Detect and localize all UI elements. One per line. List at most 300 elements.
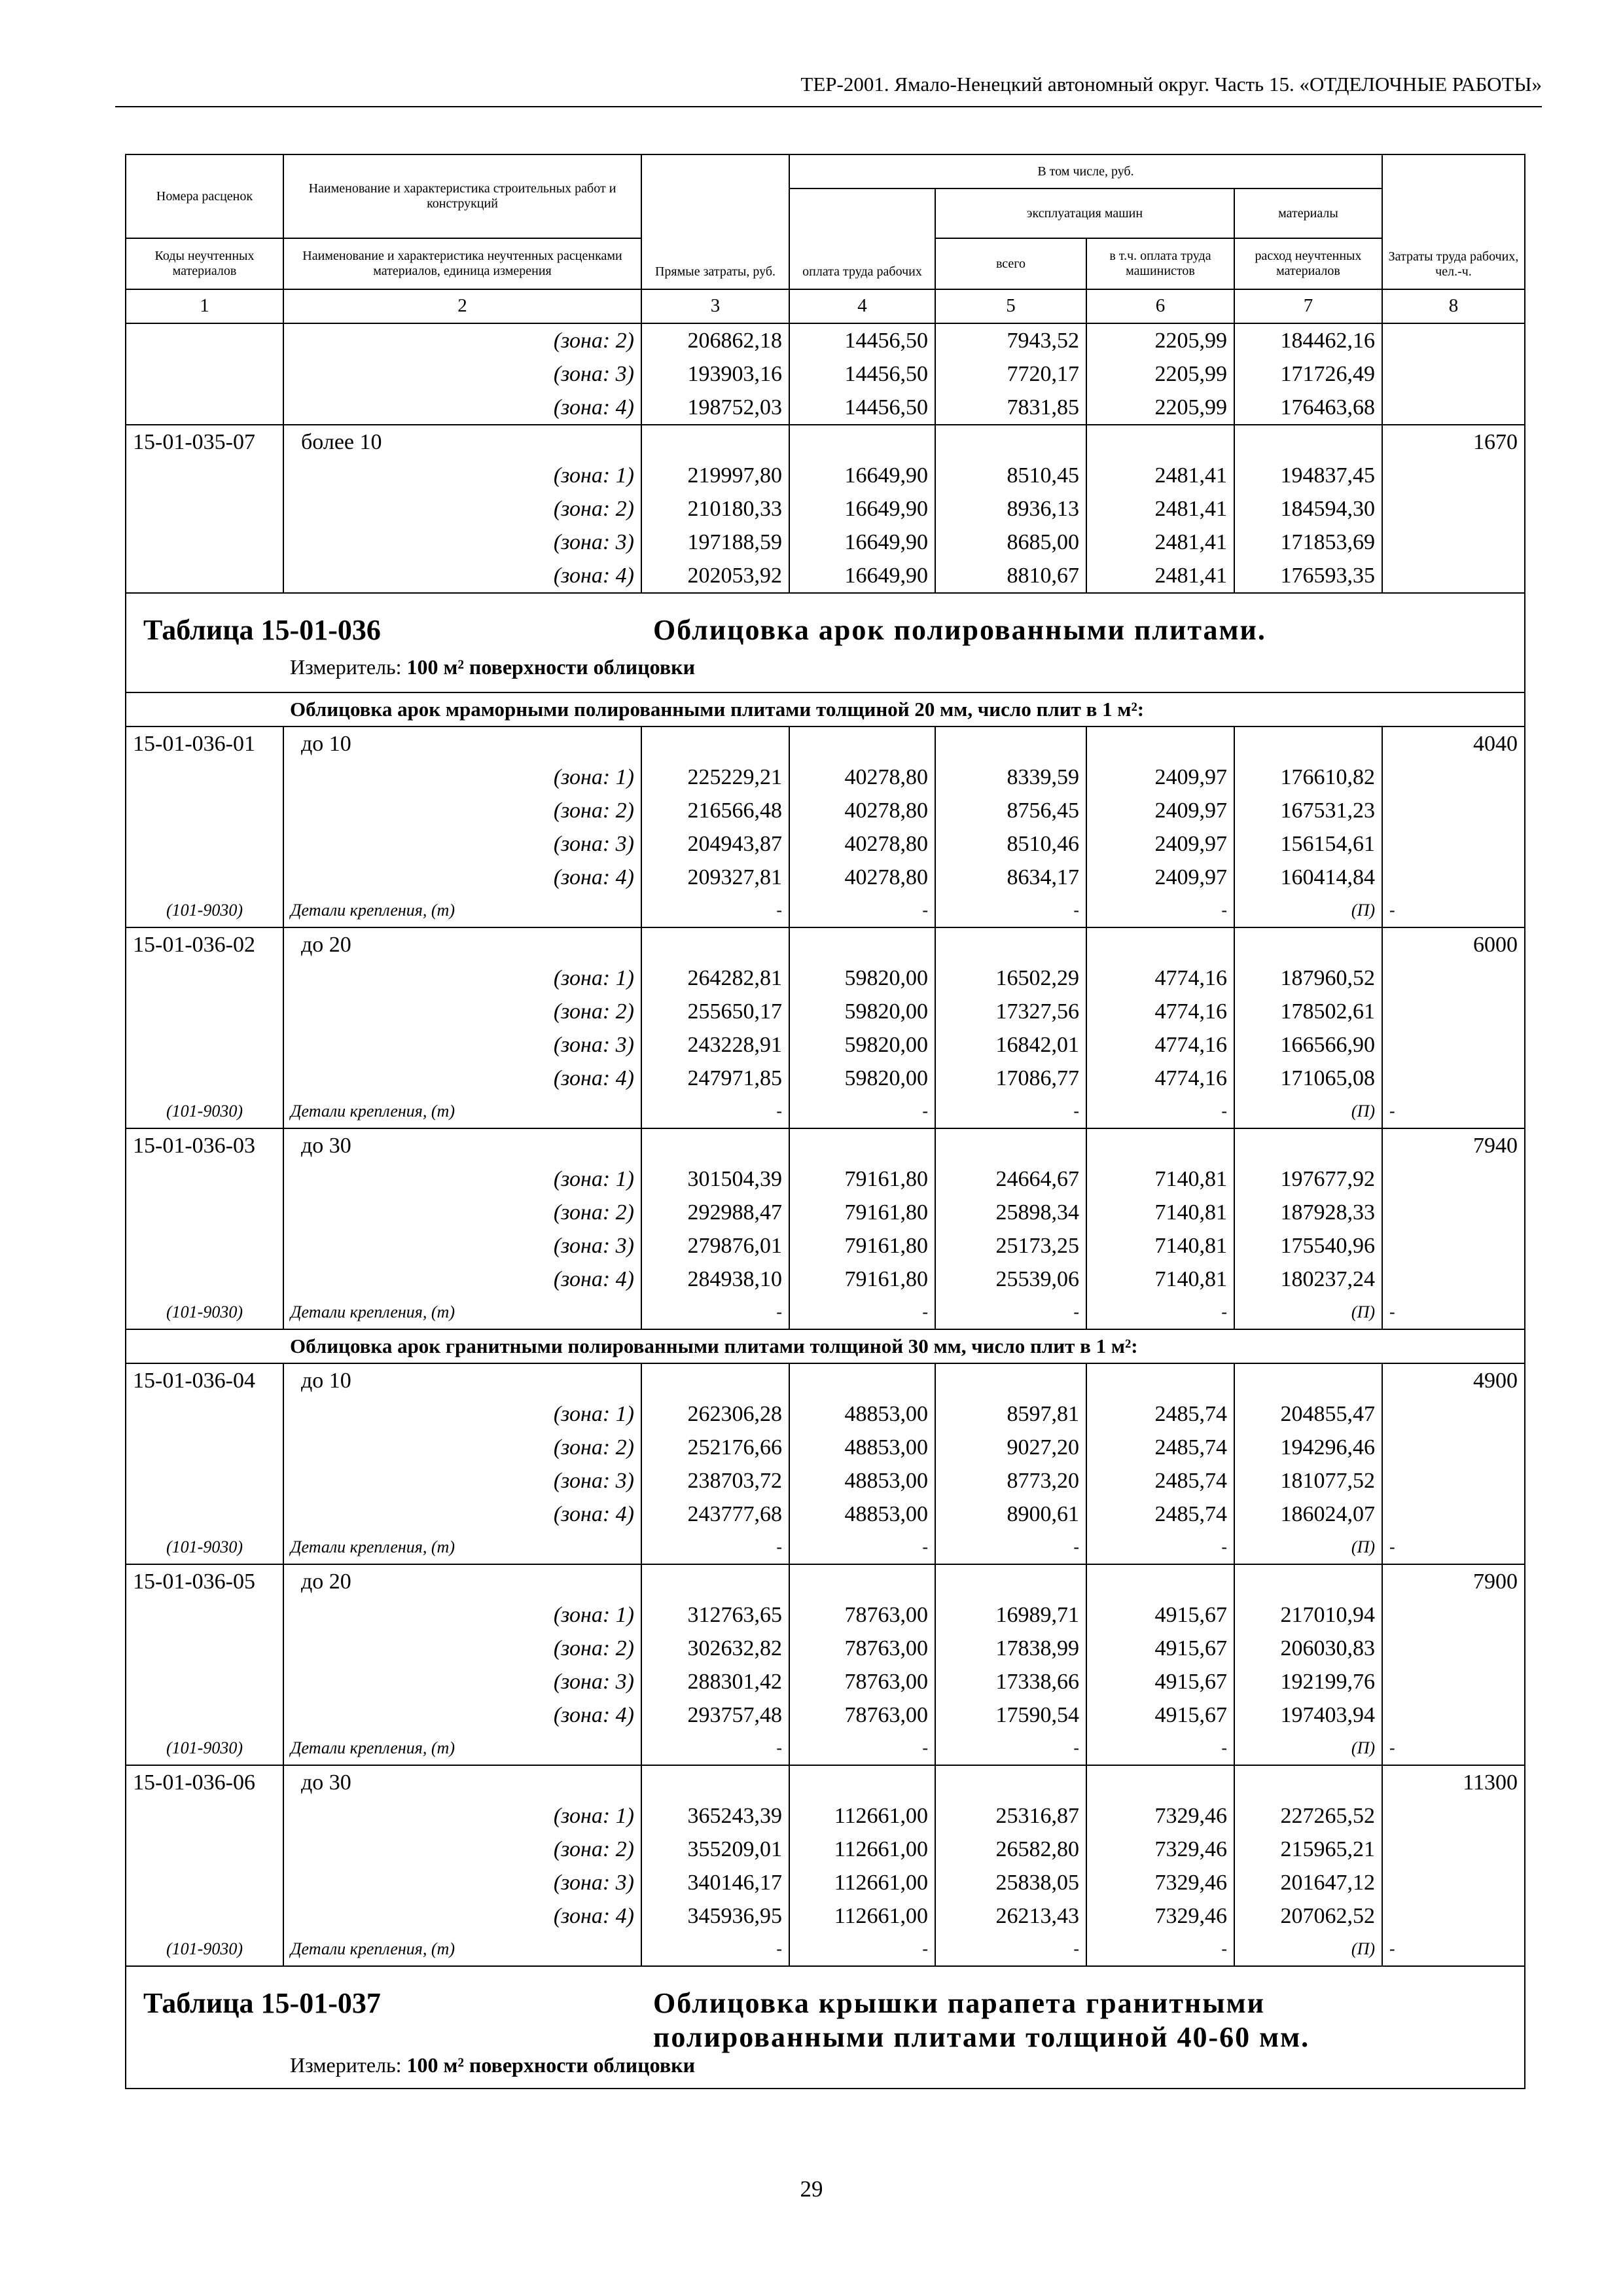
dash-cell: - xyxy=(789,1933,935,1966)
item-name: до 20 xyxy=(283,1564,641,1598)
value-cell: 8510,45 xyxy=(935,459,1086,492)
item-row xyxy=(126,1363,1525,1397)
value-cell: 26213,43 xyxy=(935,1899,1086,1933)
empty-cell xyxy=(1382,1028,1525,1062)
value-cell: 25539,06 xyxy=(935,1263,1086,1296)
value-cell: 4915,67 xyxy=(1086,1665,1234,1698)
zone-row xyxy=(126,1162,1525,1196)
value-cell: 7329,46 xyxy=(1086,1866,1234,1899)
zone-row xyxy=(126,1833,1525,1866)
item-code: 15-01-036-04 xyxy=(126,1363,283,1397)
empty-cell xyxy=(1086,1564,1234,1598)
zone-label: (зона: 3) xyxy=(283,1028,641,1062)
zone-label: (зона: 2) xyxy=(283,1196,641,1229)
value-cell: 184594,30 xyxy=(1234,492,1382,526)
value-cell: 25173,25 xyxy=(935,1229,1086,1263)
empty-cell xyxy=(126,559,283,593)
value-cell: 16649,90 xyxy=(789,559,935,593)
value-cell: 7943,52 xyxy=(935,323,1086,357)
detail-row xyxy=(126,1095,1525,1128)
zone-label: (зона: 3) xyxy=(283,526,641,559)
measure-label: Измеритель: xyxy=(290,2053,402,2077)
value-cell: 217010,94 xyxy=(1234,1598,1382,1632)
col-header-8: Затраты труда рабочих, чел.-ч. xyxy=(1382,154,1525,289)
value-cell: 112661,00 xyxy=(789,1799,935,1833)
empty-cell xyxy=(641,1564,789,1598)
empty-cell xyxy=(1382,1263,1525,1296)
value-cell: 40278,80 xyxy=(789,761,935,794)
value-cell: 302632,82 xyxy=(641,1632,789,1665)
empty-cell xyxy=(1086,1765,1234,1799)
empty-cell xyxy=(1382,827,1525,861)
col-header-4: оплата труда рабочих xyxy=(789,188,935,289)
zone-row xyxy=(126,1866,1525,1899)
value-cell: 2485,74 xyxy=(1086,1498,1234,1531)
zone-label: (зона: 1) xyxy=(283,1397,641,1431)
value-cell: 16649,90 xyxy=(789,526,935,559)
zone-label: (зона: 1) xyxy=(283,761,641,794)
item-row xyxy=(126,927,1525,961)
empty-cell xyxy=(935,1128,1086,1162)
zone-row xyxy=(126,961,1525,995)
value-cell: 4774,16 xyxy=(1086,1028,1234,1062)
empty-cell xyxy=(126,492,283,526)
zone-label: (зона: 2) xyxy=(283,1833,641,1866)
zone-row xyxy=(126,1598,1525,1632)
dash-cell: - xyxy=(935,1933,1086,1966)
value-cell: 59820,00 xyxy=(789,995,935,1028)
value-cell: 8339,59 xyxy=(935,761,1086,794)
dash-cell: - xyxy=(1382,1095,1525,1128)
table-description: Облицовка арок полированными плитами. xyxy=(653,614,1266,646)
value-cell: 112661,00 xyxy=(789,1833,935,1866)
empty-cell xyxy=(126,357,283,391)
zone-label: (зона: 1) xyxy=(283,1598,641,1632)
item-row xyxy=(126,1564,1525,1598)
empty-cell xyxy=(126,1431,283,1464)
zone-label: (зона: 4) xyxy=(283,1062,641,1095)
empty-cell xyxy=(1234,726,1382,761)
value-cell: 204855,47 xyxy=(1234,1397,1382,1431)
value-cell: 78763,00 xyxy=(789,1632,935,1665)
zone-row xyxy=(126,526,1525,559)
dash-cell: - xyxy=(641,1095,789,1128)
value-cell: 9027,20 xyxy=(935,1431,1086,1464)
empty-cell xyxy=(126,761,283,794)
value-cell: 25316,87 xyxy=(935,1799,1086,1833)
dash-cell: - xyxy=(1382,1296,1525,1329)
item-code: 15-01-036-01 xyxy=(126,726,283,761)
empty-cell xyxy=(126,794,283,827)
empty-cell xyxy=(126,526,283,559)
value-cell: 78763,00 xyxy=(789,1598,935,1632)
value-cell: 7831,85 xyxy=(935,391,1086,425)
item-name: до 20 xyxy=(283,927,641,961)
dash-cell: - xyxy=(641,1531,789,1564)
value-cell: 112661,00 xyxy=(789,1899,935,1933)
zone-row xyxy=(126,1062,1525,1095)
value-cell: 2485,74 xyxy=(1086,1464,1234,1498)
value-cell: 8936,13 xyxy=(935,492,1086,526)
material-name: Детали крепления, (т) xyxy=(283,1095,641,1128)
value-cell: 284938,10 xyxy=(641,1263,789,1296)
empty-cell xyxy=(1382,761,1525,794)
empty-cell xyxy=(1382,1498,1525,1531)
material-name: Детали крепления, (т) xyxy=(283,1933,641,1966)
value-cell: 24664,67 xyxy=(935,1162,1086,1196)
empty-cell xyxy=(1382,357,1525,391)
value-cell: 166566,90 xyxy=(1234,1028,1382,1062)
value-cell: 8773,20 xyxy=(935,1464,1086,1498)
zone-row xyxy=(126,559,1525,593)
value-cell: 264282,81 xyxy=(641,961,789,995)
empty-cell xyxy=(1382,459,1525,492)
empty-cell xyxy=(126,1196,283,1229)
zone-label: (зона: 2) xyxy=(283,995,641,1028)
value-cell: 225229,21 xyxy=(641,761,789,794)
empty-cell xyxy=(789,1564,935,1598)
zone-label: (зона: 4) xyxy=(283,1263,641,1296)
dash-cell: - xyxy=(641,894,789,927)
empty-cell xyxy=(126,1498,283,1531)
col-num: 3 xyxy=(641,289,789,323)
price-table xyxy=(125,154,1525,2089)
value-cell: 171065,08 xyxy=(1234,1062,1382,1095)
labor-value: 4900 xyxy=(1382,1363,1525,1397)
empty-cell xyxy=(641,927,789,961)
col-header-1-top: Номера расценок xyxy=(126,154,283,238)
value-cell: 301504,39 xyxy=(641,1162,789,1196)
value-cell: 8597,81 xyxy=(935,1397,1086,1431)
empty-cell xyxy=(126,1698,283,1732)
empty-cell xyxy=(126,1799,283,1833)
empty-cell xyxy=(1234,1765,1382,1799)
value-cell: 156154,61 xyxy=(1234,827,1382,861)
zone-label: (зона: 2) xyxy=(283,1632,641,1665)
value-cell: 59820,00 xyxy=(789,1062,935,1095)
value-cell: 25838,05 xyxy=(935,1866,1086,1899)
col-header-incl: В том числе, руб. xyxy=(789,154,1382,188)
item-row xyxy=(126,1128,1525,1162)
value-cell: 7329,46 xyxy=(1086,1899,1234,1933)
value-cell: 2481,41 xyxy=(1086,459,1234,492)
empty-cell xyxy=(641,726,789,761)
col-header-1-bottom: Коды неучтенных материалов xyxy=(126,238,283,289)
empty-cell xyxy=(789,1128,935,1162)
value-cell: 365243,39 xyxy=(641,1799,789,1833)
value-cell: 8756,45 xyxy=(935,794,1086,827)
value-cell: 8510,46 xyxy=(935,827,1086,861)
col-header-5: всего xyxy=(935,238,1086,289)
value-cell: 14456,50 xyxy=(789,323,935,357)
empty-cell xyxy=(935,927,1086,961)
dash-cell: - xyxy=(1382,894,1525,927)
empty-cell xyxy=(1382,1062,1525,1095)
zone-row xyxy=(126,861,1525,894)
item-code: 15-01-036-03 xyxy=(126,1128,283,1162)
empty-cell xyxy=(1382,1899,1525,1933)
empty-cell xyxy=(1086,425,1234,459)
empty-cell xyxy=(641,1128,789,1162)
zone-label: (зона: 3) xyxy=(283,1464,641,1498)
zone-label: (зона: 3) xyxy=(283,357,641,391)
zone-label: (зона: 4) xyxy=(283,1899,641,1933)
zone-label: (зона: 2) xyxy=(283,1431,641,1464)
value-cell: 16649,90 xyxy=(789,459,935,492)
item-name: до 30 xyxy=(283,1128,641,1162)
dash-cell: - xyxy=(789,1296,935,1329)
value-cell: 14456,50 xyxy=(789,357,935,391)
dash-cell: - xyxy=(935,894,1086,927)
value-cell: 197677,92 xyxy=(1234,1162,1382,1196)
empty-cell xyxy=(935,1363,1086,1397)
labor-value: 1670 xyxy=(1382,425,1525,459)
value-cell: 207062,52 xyxy=(1234,1899,1382,1933)
empty-cell xyxy=(1382,1598,1525,1632)
zone-row xyxy=(126,492,1525,526)
zone-row xyxy=(126,1498,1525,1531)
value-cell: 16989,71 xyxy=(935,1598,1086,1632)
empty-cell xyxy=(935,726,1086,761)
value-cell: 2485,74 xyxy=(1086,1431,1234,1464)
empty-cell xyxy=(641,1765,789,1799)
value-cell: 194837,45 xyxy=(1234,459,1382,492)
dash-cell: - xyxy=(935,1095,1086,1128)
value-cell: 227265,52 xyxy=(1234,1799,1382,1833)
empty-cell xyxy=(126,1464,283,1498)
table-title-cell xyxy=(126,593,1525,692)
zone-row xyxy=(126,1632,1525,1665)
value-cell: 192199,76 xyxy=(1234,1665,1382,1698)
item-name: до 10 xyxy=(283,726,641,761)
empty-cell xyxy=(126,861,283,894)
dash-cell: - xyxy=(935,1732,1086,1765)
empty-cell xyxy=(126,1229,283,1263)
zone-row xyxy=(126,459,1525,492)
empty-cell xyxy=(1382,1162,1525,1196)
value-cell: 16502,29 xyxy=(935,961,1086,995)
value-cell: 8685,00 xyxy=(935,526,1086,559)
zone-label: (зона: 1) xyxy=(283,1162,641,1196)
value-cell: 2205,99 xyxy=(1086,357,1234,391)
material-code: (101-9030) xyxy=(126,1732,283,1765)
labor-value: 4040 xyxy=(1382,726,1525,761)
value-cell: 2481,41 xyxy=(1086,492,1234,526)
value-cell: 7140,81 xyxy=(1086,1229,1234,1263)
value-cell: 40278,80 xyxy=(789,794,935,827)
zone-row xyxy=(126,1799,1525,1833)
item-name: более 10 xyxy=(283,425,641,459)
labor-value: 11300 xyxy=(1382,1765,1525,1799)
value-cell: 171726,49 xyxy=(1234,357,1382,391)
value-cell: 201647,12 xyxy=(1234,1866,1382,1899)
value-cell: 345936,95 xyxy=(641,1899,789,1933)
value-cell: 7329,46 xyxy=(1086,1833,1234,1866)
zone-label: (зона: 1) xyxy=(283,961,641,995)
empty-cell xyxy=(641,425,789,459)
empty-cell xyxy=(126,323,283,357)
p-mark: (П) xyxy=(1234,1933,1382,1966)
value-cell: 17327,56 xyxy=(935,995,1086,1028)
empty-cell xyxy=(1234,1128,1382,1162)
empty-cell xyxy=(126,1833,283,1866)
col-num: 4 xyxy=(789,289,935,323)
table-title-block xyxy=(126,1967,1524,2088)
dash-cell: - xyxy=(1086,1732,1234,1765)
value-cell: 8634,17 xyxy=(935,861,1086,894)
value-cell: 215965,21 xyxy=(1234,1833,1382,1866)
detail-row xyxy=(126,1732,1525,1765)
p-mark: (П) xyxy=(1234,1732,1382,1765)
item-code: 15-01-036-06 xyxy=(126,1765,283,1799)
material-code: (101-9030) xyxy=(126,1095,283,1128)
value-cell: 293757,48 xyxy=(641,1698,789,1732)
dash-cell: - xyxy=(1086,1531,1234,1564)
col-header-3: Прямые затраты, руб. xyxy=(641,154,789,289)
labor-value: 7900 xyxy=(1382,1564,1525,1598)
value-cell: 206862,18 xyxy=(641,323,789,357)
zone-row xyxy=(126,357,1525,391)
value-cell: 2481,41 xyxy=(1086,526,1234,559)
dash-cell: - xyxy=(641,1296,789,1329)
material-name: Детали крепления, (т) xyxy=(283,1531,641,1564)
empty-cell xyxy=(935,1765,1086,1799)
measure-value: 100 м² поверхности облицовки xyxy=(406,2053,696,2077)
empty-cell xyxy=(1234,927,1382,961)
table-title-row xyxy=(126,1966,1525,2089)
value-cell: 167531,23 xyxy=(1234,794,1382,827)
empty-cell xyxy=(1382,1632,1525,1665)
empty-cell xyxy=(641,1363,789,1397)
value-cell: 187928,33 xyxy=(1234,1196,1382,1229)
value-cell: 2409,97 xyxy=(1086,761,1234,794)
empty-cell xyxy=(126,1263,283,1296)
value-cell: 219997,80 xyxy=(641,459,789,492)
value-cell: 2205,99 xyxy=(1086,391,1234,425)
detail-row xyxy=(126,1531,1525,1564)
zone-label: (зона: 2) xyxy=(283,323,641,357)
col-num: 5 xyxy=(935,289,1086,323)
empty-cell xyxy=(1382,1665,1525,1698)
empty-cell xyxy=(1382,794,1525,827)
measure-label: Измеритель: xyxy=(290,655,402,679)
value-cell: 7140,81 xyxy=(1086,1263,1234,1296)
dash-cell: - xyxy=(1086,1095,1234,1128)
empty-cell xyxy=(1382,526,1525,559)
empty-cell xyxy=(1382,861,1525,894)
value-cell: 16842,01 xyxy=(935,1028,1086,1062)
value-cell: 48853,00 xyxy=(789,1397,935,1431)
zone-row xyxy=(126,1263,1525,1296)
value-cell: 247971,85 xyxy=(641,1062,789,1095)
value-cell: 197403,94 xyxy=(1234,1698,1382,1732)
dash-cell: - xyxy=(1382,1732,1525,1765)
zone-row xyxy=(126,1196,1525,1229)
empty-cell xyxy=(1382,1431,1525,1464)
value-cell: 2409,97 xyxy=(1086,794,1234,827)
value-cell: 216566,48 xyxy=(641,794,789,827)
value-cell: 25898,34 xyxy=(935,1196,1086,1229)
empty-cell xyxy=(126,995,283,1028)
zone-row xyxy=(126,794,1525,827)
table-title-cell xyxy=(126,1966,1525,2089)
dash-cell: - xyxy=(641,1732,789,1765)
value-cell: 7140,81 xyxy=(1086,1196,1234,1229)
p-mark: (П) xyxy=(1234,894,1382,927)
empty-cell xyxy=(126,827,283,861)
value-cell: 4774,16 xyxy=(1086,995,1234,1028)
col-num: 6 xyxy=(1086,289,1234,323)
col-header-2-bottom: Наименование и характеристика неучтенных расценками материалов, единица измерения xyxy=(283,238,641,289)
value-cell: 197188,59 xyxy=(641,526,789,559)
labor-value: 6000 xyxy=(1382,927,1525,961)
value-cell: 243777,68 xyxy=(641,1498,789,1531)
value-cell: 7720,17 xyxy=(935,357,1086,391)
p-mark: (П) xyxy=(1234,1296,1382,1329)
dash-cell: - xyxy=(1086,894,1234,927)
value-cell: 59820,00 xyxy=(789,961,935,995)
zone-row xyxy=(126,995,1525,1028)
value-cell: 262306,28 xyxy=(641,1397,789,1431)
item-code: 15-01-035-07 xyxy=(126,425,283,459)
item-code: 15-01-036-05 xyxy=(126,1564,283,1598)
zone-row xyxy=(126,1229,1525,1263)
col-header-machines: эксплуатация машин xyxy=(935,188,1234,238)
value-cell: 176463,68 xyxy=(1234,391,1382,425)
section-heading: Облицовка арок мраморными полированными плитами толщиной 20 мм, число плит в 1 м²: xyxy=(126,692,1525,726)
dash-cell: - xyxy=(935,1531,1086,1564)
value-cell: 17590,54 xyxy=(935,1698,1086,1732)
value-cell: 181077,52 xyxy=(1234,1464,1382,1498)
item-name: до 30 xyxy=(283,1765,641,1799)
value-cell: 26582,80 xyxy=(935,1833,1086,1866)
value-cell: 209327,81 xyxy=(641,861,789,894)
section-row xyxy=(126,692,1525,726)
item-row xyxy=(126,726,1525,761)
empty-cell xyxy=(1234,1564,1382,1598)
empty-cell xyxy=(789,726,935,761)
zone-label: (зона: 1) xyxy=(283,1799,641,1833)
empty-cell xyxy=(126,1866,283,1899)
value-cell: 4774,16 xyxy=(1086,961,1234,995)
item-code: 15-01-036-02 xyxy=(126,927,283,961)
zone-label: (зона: 3) xyxy=(283,1866,641,1899)
zone-label: (зона: 4) xyxy=(283,861,641,894)
zone-label: (зона: 1) xyxy=(283,459,641,492)
item-row xyxy=(126,1765,1525,1799)
zone-label: (зона: 4) xyxy=(283,559,641,593)
value-cell: 16649,90 xyxy=(789,492,935,526)
value-cell: 184462,16 xyxy=(1234,323,1382,357)
value-cell: 194296,46 xyxy=(1234,1431,1382,1464)
empty-cell xyxy=(1382,1196,1525,1229)
zone-row xyxy=(126,827,1525,861)
material-code: (101-9030) xyxy=(126,1531,283,1564)
value-cell: 186024,07 xyxy=(1234,1498,1382,1531)
value-cell: 4915,67 xyxy=(1086,1598,1234,1632)
col-header-7: расход неучтенных материалов xyxy=(1234,238,1382,289)
col-num: 7 xyxy=(1234,289,1382,323)
value-cell: 2409,97 xyxy=(1086,861,1234,894)
dash-cell: - xyxy=(1382,1531,1525,1564)
empty-cell xyxy=(126,1665,283,1698)
value-cell: 180237,24 xyxy=(1234,1263,1382,1296)
item-row xyxy=(126,425,1525,459)
empty-cell xyxy=(126,1899,283,1933)
value-cell: 17086,77 xyxy=(935,1062,1086,1095)
empty-cell xyxy=(1382,1866,1525,1899)
value-cell: 48853,00 xyxy=(789,1431,935,1464)
